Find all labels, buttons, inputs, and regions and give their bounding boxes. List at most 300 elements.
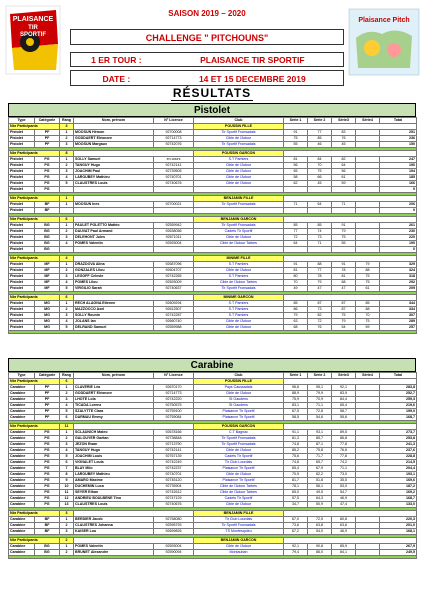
rank-cell: 1 [60,430,74,436]
total-cell: 219,6 [380,403,417,409]
serie1-cell: 67,0 [284,517,308,523]
total-cell: 344 [380,301,417,307]
total-cell: 257 [380,325,417,331]
category-cell: PF [35,403,60,409]
serie2-cell: 95,1 [308,385,332,391]
name-cell: SEYER Ethan [74,490,154,496]
total-cell: 199,0 [380,409,417,415]
category-cell: MG [35,301,60,307]
licence-cell: 92687096 [154,262,194,268]
rank-cell: 1 [60,157,74,163]
name-cell: JOLANS Ian [74,319,154,325]
serie3-cell: 46,9 [332,529,356,535]
serie4-cell: 88 [356,268,380,274]
category-label: POUSSIN GARCON [194,424,284,430]
logo-text-1: PLAISANCE [12,16,54,23]
total-cell: 267,9 [380,544,417,550]
category-cell: MF [35,262,60,268]
licence-cell: 92593009 [154,280,194,286]
column-header: Nom, prénom [74,373,154,379]
serie3-cell: 84,1 [332,550,356,556]
rank-cell: 2 [60,550,74,556]
type-cell: Carabine [9,409,35,415]
column-header: Nom, prénom [74,118,154,124]
serie1-cell: 56 [284,163,308,169]
serie3-cell: 63,6 [332,523,356,529]
serie2-cell: 77 [308,130,332,136]
serie2-cell: 47 [308,286,332,292]
type-cell: Pistolet [9,142,35,148]
name-cell: DUCHEMIN Luca [74,484,154,490]
category-cell: PG [35,496,60,502]
rank-cell: 4 [60,175,74,181]
total-cell: 214,5 [380,460,417,466]
type-cell: Carabine [9,397,35,403]
rank-cell: 2 [60,391,74,397]
name-cell: ANDRIEU BOULBENE Tino [74,496,154,502]
total-cell: 228,8 [380,454,417,460]
rank-cell: 1 [60,517,74,523]
name-cell: SOLLY Samuel [74,157,154,163]
rank-cell: 10 [60,484,74,490]
serie2-cell: 73 [308,307,332,313]
serie2-cell: 79,9 [308,391,332,397]
category-cell: PG [35,448,60,454]
licence-cell: 92742612 [154,490,194,496]
club-cell: Tir Sportif Fronsadais [194,523,284,529]
licence-cell: 92747129 [154,496,194,502]
category-cell: PG [35,181,60,187]
serie1-cell: 78,1 [284,484,308,490]
name-cell: MOOSUN Ines [74,202,154,208]
type-cell: Carabine [9,472,35,478]
total-cell: 324 [380,268,417,274]
category-cell: BG [35,247,60,253]
serie3-cell: 75 [332,313,356,319]
type-cell: Pistolet [9,223,35,229]
type-cell: Pistolet [9,325,35,331]
serie3-cell: 59 [332,181,356,187]
club-cell: Cible de l'Adour [194,325,284,331]
date-value: 14 ET 15 DECEMBRE 2019 [198,74,306,84]
total-cell: 204,4 [380,466,417,472]
category-cell: MG [35,307,60,313]
type-cell: Carabine [9,436,35,442]
serie1-cell: 65,4 [284,466,308,472]
club-cell: Tir Club Lourdais [194,517,284,523]
name-cell: DARMAU Emmy [74,415,154,421]
rank-cell: 3 [60,274,74,280]
participants-label: Nbr Participants [9,511,60,517]
total-cell: 249,5 [380,550,417,556]
serie1-cell: 86 [284,307,308,313]
rank-cell: 2 [60,136,74,142]
type-cell: Pistolet [9,181,35,187]
serie1-cell: 49 [284,286,308,292]
challenge-title: CHALLENGE " PITCHOUNS" [70,29,344,45]
licence-cell: 92700021 [154,202,194,208]
category-cell: MG [35,313,60,319]
total-cell: 230 [380,229,417,235]
category-cell: BF [35,202,60,208]
column-header: Type [9,118,35,124]
club-logo-right [348,8,420,76]
licence-cell: 92638056 [154,229,194,235]
name-cell: MAZZOCCO Axel [74,307,154,313]
column-header: Série3 [332,373,356,379]
type-cell: Carabine [9,466,35,472]
name-cell: DRAZDOVA Alina [74,262,154,268]
serie1-cell: 70,9 [284,472,308,478]
separator-cell [9,556,417,559]
serie2-cell: 88 [308,262,332,268]
serie1-cell: 58,5 [284,415,308,421]
serie3-cell: 85,9 [332,544,356,550]
club-cell: TS Montesquieu [194,529,284,535]
serie2-cell: 50,9 [308,502,332,508]
column-header: Club [194,118,284,124]
serie2-cell: 71,1 [308,403,332,409]
rank-cell: 4 [60,241,74,247]
category-cell: BG [35,235,60,241]
club-cell: Cible de l'Adour Tarbes [194,490,284,496]
name-cell: SOLLY Rounin [74,313,154,319]
type-cell: Carabine [9,484,35,490]
serie1-cell: 91,1 [284,430,308,436]
licence-cell: 92678166 [154,430,194,436]
total-cell: 252,7 [380,391,417,397]
serie3-cell: 65,4 [332,403,356,409]
rank-cell: 2 [60,163,74,169]
category-cell: PG [35,454,60,460]
club-cell: S.T Pamiers [194,274,284,280]
column-header: Rang [60,373,74,379]
licence-cell: 92593004 [154,544,194,550]
club-cell: S.T Pamiers [194,157,284,163]
serie1-cell: 92,1 [284,544,308,550]
total-cell: 292 [380,280,417,286]
rank-cell: 1 [60,385,74,391]
type-cell: Pistolet [9,268,35,274]
category-cell: PG [35,163,60,169]
participants-label: Nbr Participants [9,379,60,385]
serie3-cell: 83 [332,130,356,136]
club-cell: Cadets Tir Sportif [194,454,284,460]
column-header: Catégorie [35,373,60,379]
club-cell: Plaisance Tir Sportif [194,478,284,484]
serie2-cell: 71 [308,241,332,247]
club-cell: Montauban [194,550,284,556]
licence-cell: 92670170 [154,385,194,391]
name-cell: POMES Valentin [74,241,154,247]
club-cell: Cible de l'Adour [194,163,284,169]
total-cell: 0 [380,247,417,253]
category-label: BENJAMIN FILLE [194,196,284,202]
serie3-cell: 45 [332,142,356,148]
total-cell: 253,8 [380,436,417,442]
serie3-cell: 46,9 [332,496,356,502]
type-cell: Carabine [9,550,35,556]
name-cell: POMES Valentin [74,544,154,550]
serie2-cell: 71,7 [308,454,332,460]
serie2-cell: 67,9 [308,466,332,472]
serie4-cell: 61 [356,286,380,292]
serie3-cell: 47,4 [332,502,356,508]
serie2-cell: 84 [308,157,332,163]
rank-cell: 9 [60,478,74,484]
tour-value: PLAISANCE TIR SPORTIF [200,55,305,65]
participants-label: Nbr Participants [9,256,60,262]
club-cell: St Gaudens [194,397,284,403]
serie3-cell: 81 [332,274,356,280]
category-cell: BG [35,550,60,556]
rank-cell: 7 [60,466,74,472]
type-cell: Carabine [9,391,35,397]
rank-cell: 2 [60,307,74,313]
pistolet-title: Pistolet [8,103,416,117]
name-cell: LAROUBEY Mathieu [74,472,154,478]
total-cell: 236 [380,136,417,142]
total-cell: 201,0 [380,523,417,529]
type-cell: Pistolet [9,286,35,292]
licence-cell: 92742141 [154,448,194,454]
category-cell: PG [35,430,60,436]
club-cell: Cible de l'Adour [194,181,284,187]
licence-cell: 92559988 [154,325,194,331]
serie2-cell: 85 [308,223,332,229]
rank-cell: 1 [60,223,74,229]
category-label: POUSSIN FILLE [194,124,284,130]
licence-cell: 92739505 [154,169,194,175]
serie1-cell: 65,0 [284,490,308,496]
rank-cell: 6 [60,460,74,466]
total-cell: 193,1 [380,472,417,478]
serie2-cell: 90,8 [308,544,332,550]
date-label: DATE : [102,74,131,84]
club-cell: Cadets Tir Sportif [194,229,284,235]
rank-cell: 1 [60,544,74,550]
serie4-cell: 85 [356,301,380,307]
rank-cell: 1 [60,202,74,208]
name-cell: GONZALES Lilou [74,268,154,274]
category-cell: BF [35,529,60,535]
serie3-cell: 75 [332,235,356,241]
type-cell: Carabine [9,430,35,436]
serie1-cell: 73,6 [284,523,308,529]
serie1-cell: 74,6 [284,460,308,466]
serie1-cell: 58 [284,175,308,181]
serie4-cell: 59 [356,325,380,331]
total-cell: 150 [380,142,417,148]
rank-cell: 5 [60,286,74,292]
category-cell: PF [35,409,60,415]
category-cell: PF [35,385,60,391]
licence-cell: 92714773 [154,391,194,397]
licence-cell: 92740701 [154,175,194,181]
serie3-cell: 89,5 [332,430,356,436]
total-cell: 334 [380,307,417,313]
serie3-cell: 74,2 [332,460,356,466]
licence-cell: 92742249 [154,460,194,466]
serie1-cell: 77 [284,229,308,235]
licence-cell: 92742237 [154,466,194,472]
licence-cell: 92740676 [154,502,194,508]
category-cell: MF [35,280,60,286]
total-cell: 289 [380,319,417,325]
category-label: MINIME FILLE [194,256,284,262]
total-cell: 133,0 [380,502,417,508]
club-logo-left [4,4,62,76]
serie3-cell: 91 [332,223,356,229]
category-label: BENJAMIN FILLE [194,511,284,517]
total-cell: 187,2 [380,484,417,490]
club-cell: Cible de l'Adour [194,268,284,274]
name-cell: CLAVERIE Léa [74,385,154,391]
rank-cell: 1 [60,262,74,268]
serie3-cell: 78 [332,268,356,274]
total-cell: 168,7 [380,415,417,421]
total-cell: 169,6 [380,478,417,484]
category-cell: MF [35,286,60,292]
category-cell: MG [35,325,60,331]
total-cell: 220 [380,235,417,241]
name-cell: LEGOFF Celeste [74,274,154,280]
category-cell: MF [35,268,60,274]
name-cell: MOOSUN Margaux [74,142,154,148]
category-cell: PG [35,460,60,466]
club-cell: Cible de l'Adour [194,175,284,181]
category-cell: PG [35,466,60,472]
total-cell: 261 [380,223,417,229]
serie2-cell: 75 [308,169,332,175]
category-cell: PG [35,157,60,163]
total-cell: 206 [380,202,417,208]
type-cell: Pistolet [9,235,35,241]
serie3-cell: 80,8 [332,517,356,523]
serie2-cell: 54,6 [308,415,332,421]
column-header: Total [380,118,417,124]
participants-label: Nbr Participants [9,295,60,301]
rank-cell: 4 [60,319,74,325]
licence-cell: 92593004 [154,241,194,247]
licence-cell: 92742220 [154,397,194,403]
name-cell: JEZON Ewan [74,442,154,448]
column-header: Club [194,373,284,379]
type-cell: Carabine [9,415,35,421]
name-cell: DELEHONT Jules [74,235,154,241]
total-cell: 273,7 [380,430,417,436]
serie3-cell: 87 [332,307,356,313]
carabine-table [8,372,417,559]
column-header: Type [9,373,35,379]
logo-text-2: TIR [28,25,38,31]
rank-cell: 1 [60,130,74,136]
rank-cell: 4 [60,280,74,286]
serie2-cell: 73 [308,235,332,241]
licence-cell: 92714773 [154,136,194,142]
serie1-cell: 85 [284,301,308,307]
licence-cell: 92590094 [154,550,194,556]
licence-cell: 92735904 [154,484,194,490]
category-cell: PF [35,397,60,403]
total-cell: 251 [380,130,417,136]
club-cell: S.T Pamiers [194,313,284,319]
name-cell: BRUNET Alexandre [74,550,154,556]
club-cell: Cible de l'Adour [194,136,284,142]
total-cell: 168,1 [380,529,417,535]
serie3-cell: 77,8 [332,442,356,448]
category-label: POUSSIN GARCON [194,151,284,157]
club-cell: S.T Pamiers [194,307,284,313]
category-cell: BG [35,544,60,550]
serie1-cell: 75 [284,136,308,142]
club-cell: Cible de l'Adour [194,448,284,454]
serie3-cell: 35,5 [332,478,356,484]
club-cell: S.T Pamiers [194,301,284,307]
serie1-cell: 63 [284,319,308,325]
serie3-cell: 55,6 [332,415,356,421]
name-cell: JOACHIM Paul [74,169,154,175]
type-cell: Carabine [9,523,35,529]
club-cell: Cible de l'Adour [194,235,284,241]
licence-cell: 92699826 [154,529,194,535]
category-cell: PG [35,442,60,448]
name-cell: GODDAERT Eléonore [74,136,154,142]
category-cell: PG [35,502,60,508]
serie3-cell: 71 [332,202,356,208]
rank-cell: 11 [60,490,74,496]
type-cell: Pistolet [9,130,35,136]
serie3-cell: 54 [332,325,356,331]
serie2-cell: 64,3 [308,496,332,502]
type-cell: Pistolet [9,229,35,235]
pistolet-table [8,117,417,334]
name-cell: CLAUSTRES Louis [74,502,154,508]
rank-cell: 2 [60,268,74,274]
type-cell: Pistolet [9,136,35,142]
rank-cell: 3 [60,442,74,448]
participants-label: Nbr Participants [9,217,60,223]
total-cell: 307 [380,313,417,319]
serie3-cell: 87 [332,301,356,307]
serie1-cell: 67,5 [284,409,308,415]
serie1-cell: 91 [284,262,308,268]
name-cell: MOOSUN Hémon [74,130,154,136]
serie2-cell: 72 [308,319,332,325]
serie3-cell: 56 [332,169,356,175]
column-header: Série 1 [284,118,308,124]
total-cell: 190 [380,163,417,169]
total-cell: 194 [380,169,417,175]
serie3-cell: 54,7 [332,490,356,496]
type-cell: Carabine [9,460,35,466]
serie1-cell: 80 [284,274,308,280]
club-cell: Cible de l'Adour [194,502,284,508]
type-cell: Carabine [9,496,35,502]
licence-cell: 92612507 [154,307,194,313]
rank-cell: 5 [60,325,74,331]
type-cell: Pistolet [9,307,35,313]
participants-count: 1 [60,196,74,202]
serie2-cell: 65,7 [308,460,332,466]
carabine-title: Carabine [8,358,416,372]
type-cell: Pistolet [9,247,35,253]
category-cell: BF [35,208,60,214]
type-cell: Pistolet [9,301,35,307]
name-cell: VIGNALET Louis [74,460,154,466]
category-cell: BF [35,523,60,529]
serie3-cell: 76 [332,136,356,142]
